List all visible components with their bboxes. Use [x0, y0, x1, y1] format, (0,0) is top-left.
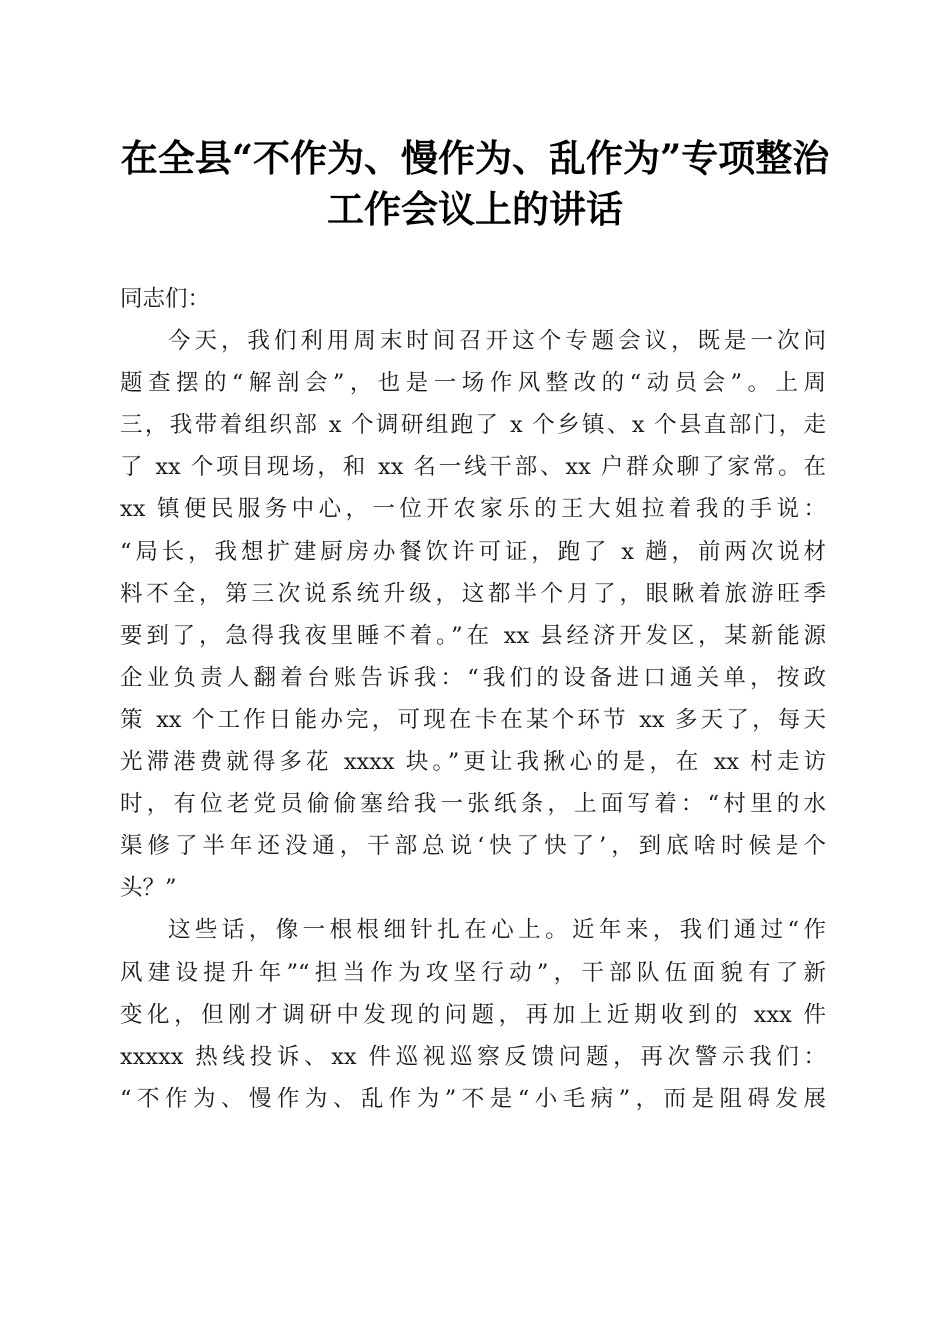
paragraph-line: 策 xx 个工作日能办完，可现在卡在某个环节 xx 多天了，每天 [120, 706, 826, 733]
paragraph-line: “不作为、慢作为、乱作为”不是“小毛病”，而是阻碍发展 [120, 1085, 826, 1112]
paragraph-line: 这些话，像一根根细针扎在心上。近年来，我们通过“作 [168, 917, 826, 944]
paragraph-1 [120, 320, 826, 909]
paragraph-line: “局长，我想扩建厨房办餐饮许可证，跑了 x 趟，前两次说材 [120, 538, 826, 565]
paragraph-line: xx 镇便民服务中心，一位开农家乐的王大姐拉着我的手说： [120, 496, 826, 523]
paragraph-line: 三，我带着组织部 x 个调研组跑了 x 个乡镇、x 个县直部门，走 [120, 412, 826, 439]
paragraph-2 [120, 909, 826, 1119]
paragraph-line: 料不全，第三次说系统升级，这都半个月了，眼瞅着旅游旺季 [120, 580, 826, 607]
paragraph-line: 光滞港费就得多花 xxxx 块。”更让我揪心的是，在 xx 村走访 [120, 749, 826, 776]
title-line: 工作会议上的讲话 [327, 187, 623, 231]
paragraph-line: 变化，但刚才调研中发现的问题，再加上近期收到的 xxx 件 [120, 1001, 826, 1028]
paragraph-line: 企业负责人翻着台账告诉我：“我们的设备进口通关单，按政 [120, 664, 826, 691]
paragraph-line: xxxxx 热线投诉、xx 件巡视巡察反馈问题，再次警示我们： [120, 1043, 826, 1070]
title-line: 在全县“不作为、慢作为、乱作为”专项整治 [120, 136, 830, 180]
document-body [120, 278, 826, 1120]
paragraph-line: 了 xx 个项目现场，和 xx 名一线干部、xx 户群众聊了家常。在 [120, 454, 826, 481]
paragraph-line: 时，有位老党员偷偷塞给我一张纸条，上面写着：“村里的水 [120, 791, 826, 818]
paragraph-line: 渠修了半年还没通，干部总说‘快了快了’，到底啥时候是个 [120, 833, 826, 860]
salutation: 同志们： [120, 286, 211, 312]
paragraph-line: 风建设提升年”“担当作为攻坚行动”，干部队伍面貌有了新 [120, 959, 826, 986]
paragraph-line: 今天，我们利用周末时间召开这个专题会议，既是一次问 [168, 328, 826, 355]
paragraph-line: 头？” [120, 875, 177, 902]
paragraph-line: 题查摆的“解剖会”，也是一场作风整改的“动员会”。上周 [120, 370, 826, 397]
paragraph-line: 要到了，急得我夜里睡不着。”在 xx 县经济开发区，某新能源 [120, 622, 826, 649]
document-title [100, 133, 850, 235]
